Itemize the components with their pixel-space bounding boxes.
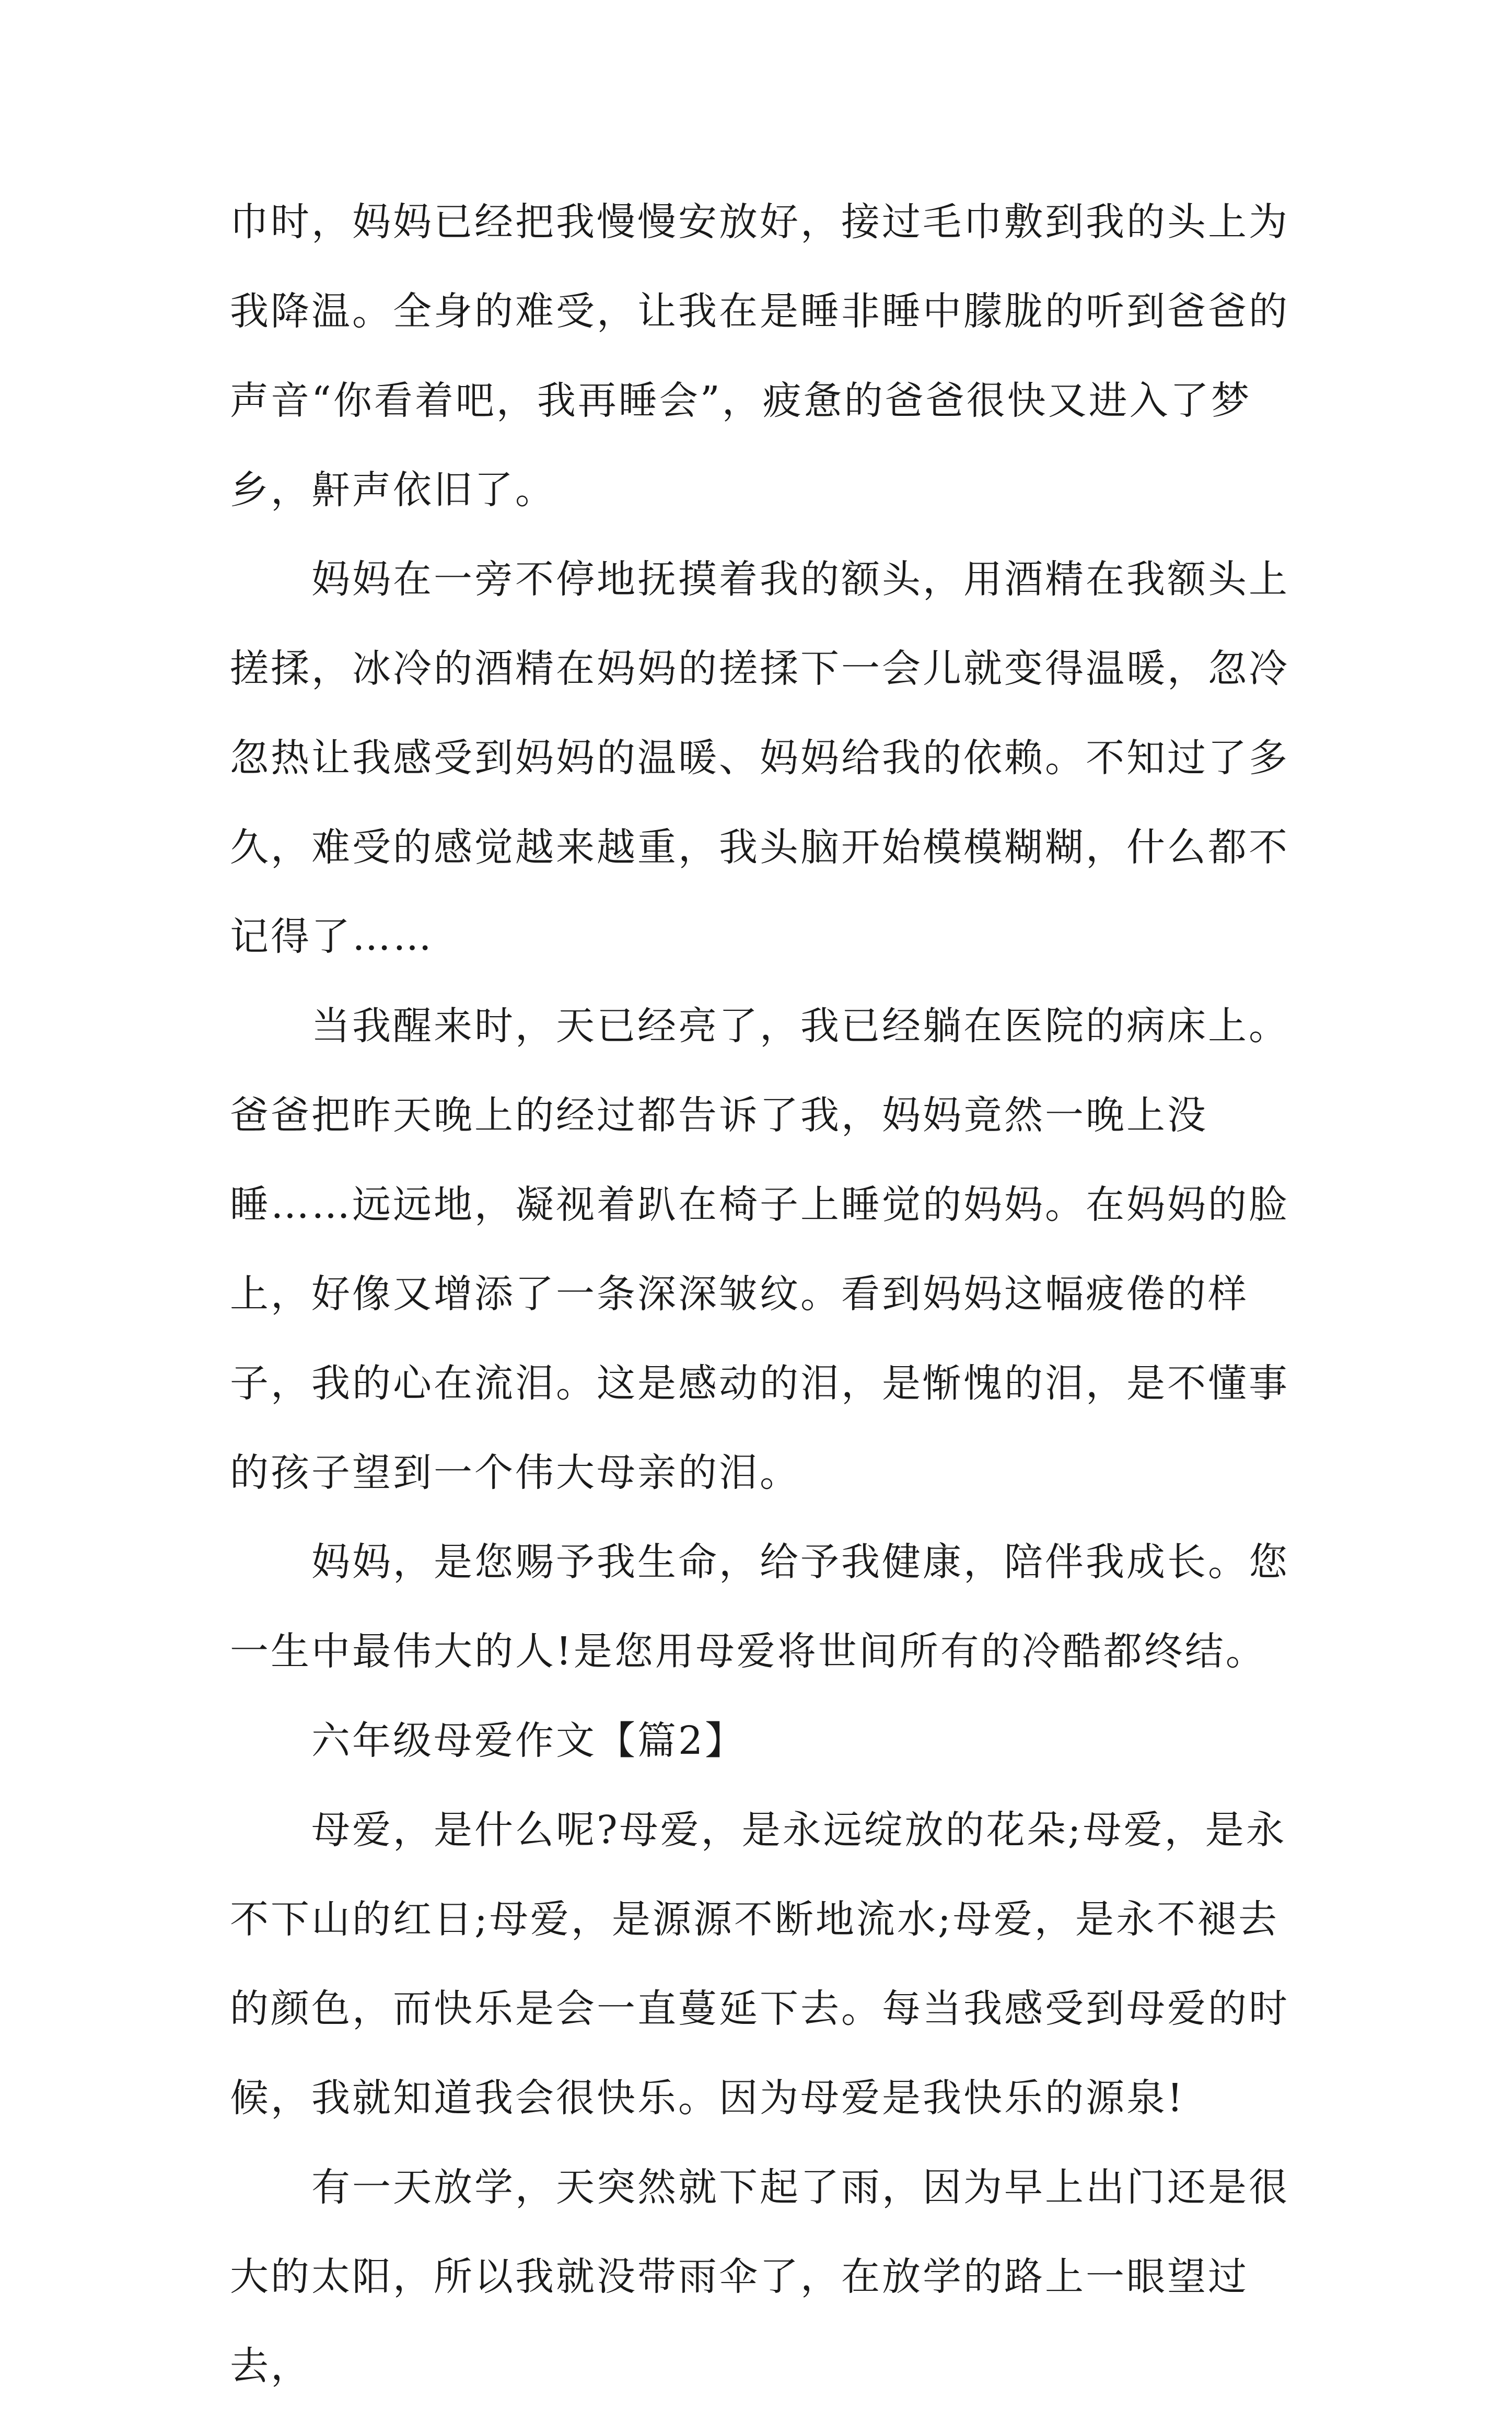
article-body (230, 178, 1296, 2411)
paragraph-4: 妈妈，是您赐予我生命，给予我健康，陪伴我成长。您一生中最伟大的人!是您用母爱将世间所有的冷酷都终结。 (230, 1540, 1289, 1674)
paragraph-6: 有一天放学，天突然就下起了雨，因为早上出门还是很大的太阳，所以我就没带雨伞了，在放学的路上一眼望过去， (230, 2165, 1289, 2389)
paragraph-2: 妈妈在一旁不停地抚摸着我的额头，用酒精在我额头上搓揉，冰冷的酒精在妈妈的搓揉下一会儿就变得温暖，忽冷忽热让我感受到妈妈的温暖、妈妈给我的依赖。不知过了多久，难受的感觉越来越重，我头脑开始模模糊糊，什么都不记得了…… (230, 557, 1289, 959)
paragraph-3: 当我醒来时，天已经亮了，我已经躺在医院的病床上。爸爸把昨天晚上的经过都告诉了我，妈妈竟然一晚上没睡……远远地，凝视着趴在椅子上睡觉的妈妈。在妈妈的脸上，好像又增添了一条深深皱纹。看到妈妈这幅疲倦的样子，我的心在流泪。这是感动的泪，是惭愧的泪，是不懂事的孩子望到一个伟大母亲的泪。 (230, 1004, 1289, 1495)
section-heading: 六年级母爱作文【篇2】 (230, 1718, 746, 1763)
paragraph-1: 巾时，妈妈已经把我慢慢安放好，接过毛巾敷到我的头上为我降温。全身的难受，让我在是睡非睡中朦胧的听到爸爸的声音“你看着吧，我再睡会”，疲惫的爸爸很快又进入了梦乡，鼾声依旧了。 (230, 200, 1289, 513)
paragraph-5: 母爱，是什么呢?母爱，是永远绽放的花朵;母爱，是永不下山的红日;母爱，是源源不断地流水;母爱，是永不褪去的颜色，而快乐是会一直蔓延下去。每当我感受到母爱的时候，我就知道我会很快乐。因为母爱是我快乐的源泉! (230, 1808, 1289, 2121)
